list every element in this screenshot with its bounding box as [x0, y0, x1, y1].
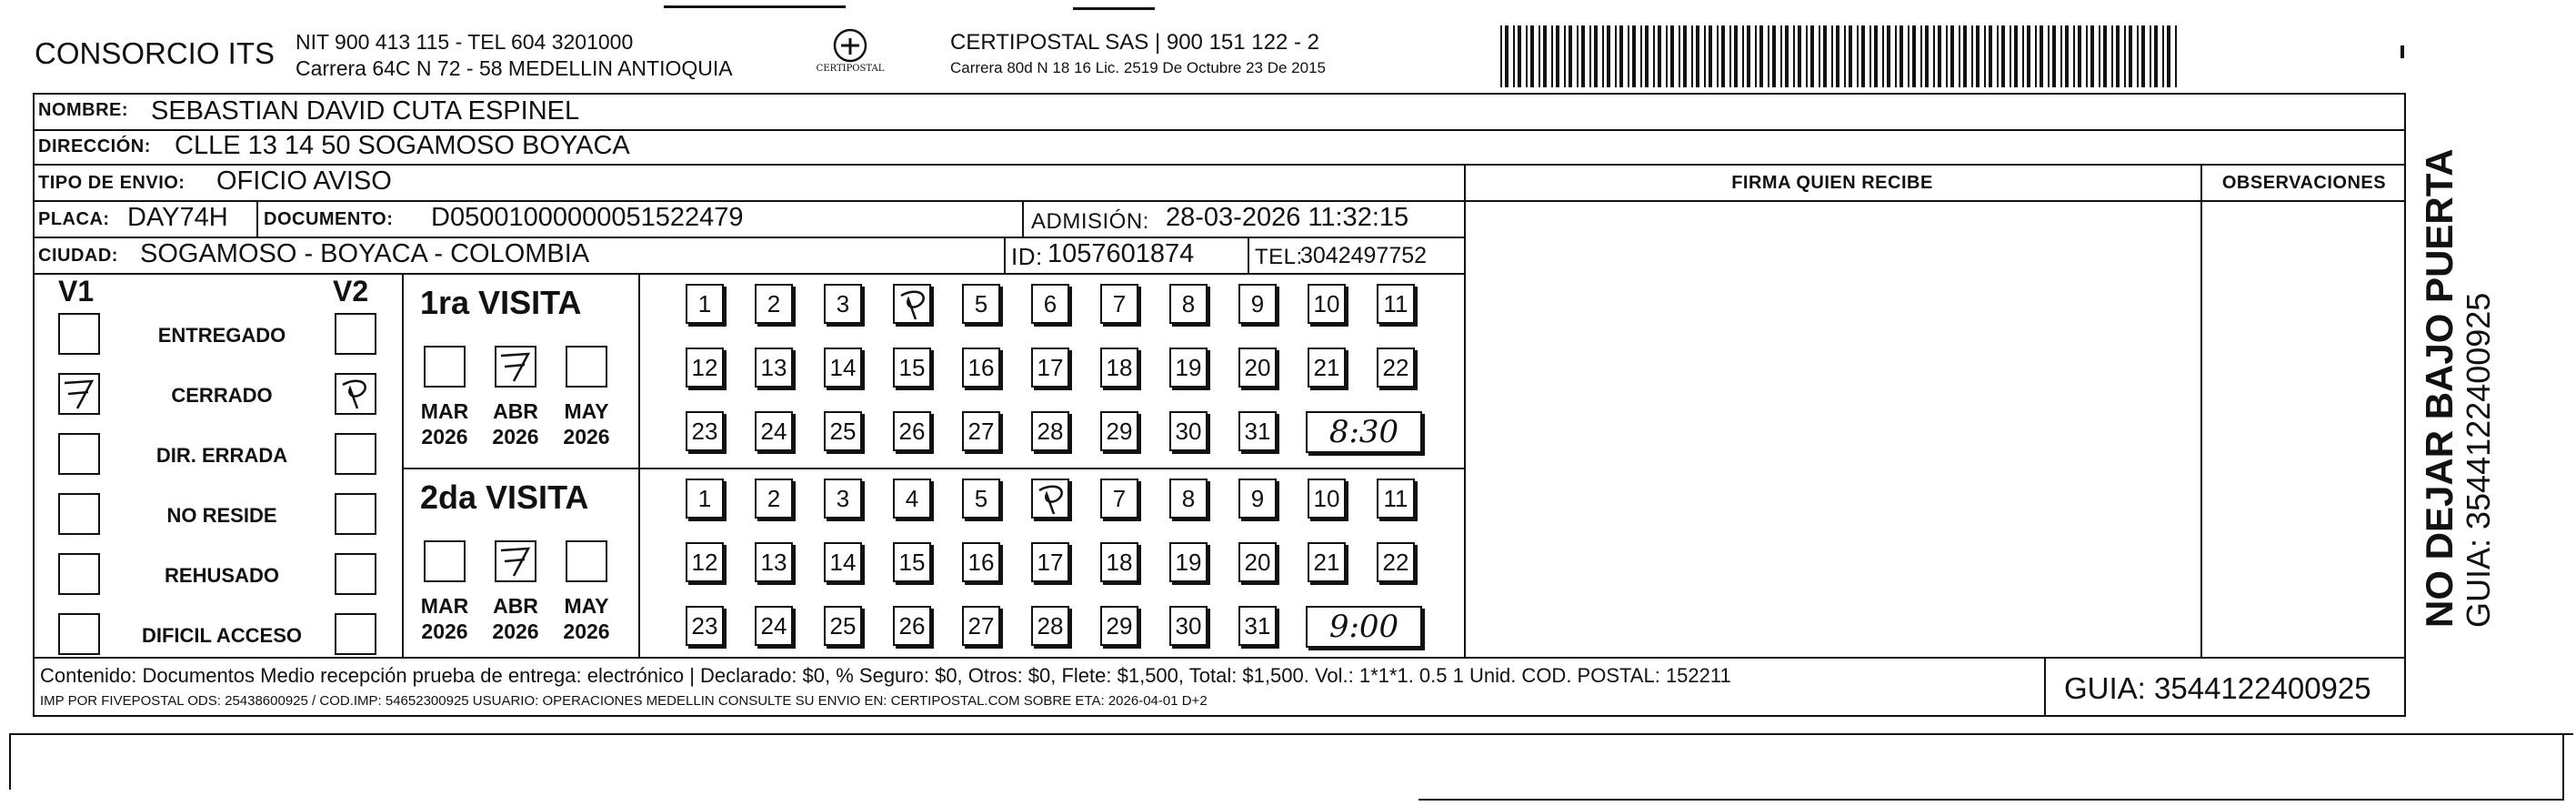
visit-title: 2da VISITA — [420, 479, 589, 516]
v2-checkbox[interactable] — [335, 493, 376, 535]
day-box[interactable]: 22 — [1377, 348, 1415, 388]
day-box[interactable]: 28 — [1031, 606, 1069, 646]
outer-line — [1418, 799, 2564, 801]
day-box[interactable]: 4 — [893, 479, 931, 519]
month-checkbox[interactable] — [495, 346, 536, 388]
col-line — [1022, 200, 1024, 237]
admision-value: 28-03-2026 11:32:15 — [1166, 203, 1409, 232]
day-box[interactable]: 9 — [1238, 479, 1277, 519]
v1-checkbox[interactable] — [58, 613, 100, 655]
v1-checkbox[interactable] — [58, 493, 100, 535]
visit-time[interactable]: 8:30 — [1306, 411, 1422, 453]
month-name: MAR — [420, 594, 469, 618]
ciudad-label: CIUDAD: — [38, 246, 118, 266]
day-box[interactable]: 24 — [755, 411, 793, 451]
day-box[interactable]: 27 — [962, 606, 1000, 646]
direccion-label: DIRECCIÓN: — [38, 136, 151, 156]
col-line — [2200, 164, 2202, 657]
company-name: CONSORCIO ITS — [35, 36, 276, 70]
month-checkbox[interactable] — [424, 346, 466, 388]
day-box[interactable]: 18 — [1100, 542, 1138, 582]
month-name: MAY — [564, 594, 609, 618]
col-line — [638, 273, 640, 657]
col-line — [1248, 237, 1249, 273]
handwritten-check-icon — [61, 376, 97, 412]
day-box[interactable]: 26 — [893, 606, 931, 646]
day-box[interactable]: 13 — [755, 542, 793, 582]
day-box[interactable]: 31 — [1238, 606, 1277, 646]
day-box[interactable]: 8 — [1169, 284, 1208, 324]
certipostal-logo — [816, 25, 885, 80]
v2-checkbox[interactable] — [335, 433, 376, 475]
day-box[interactable]: 10 — [1308, 479, 1346, 519]
observaciones-header: OBSERVACIONES — [2221, 173, 2387, 193]
day-box[interactable]: 3 — [824, 479, 862, 519]
month-label — [553, 593, 620, 644]
nombre-label: NOMBRE: — [38, 100, 129, 120]
company-address: Carrera 64C N 72 - 58 MEDELLIN ANTIOQUIA — [296, 56, 733, 80]
day-box[interactable]: 16 — [962, 542, 1000, 582]
v2-checkbox[interactable] — [335, 313, 376, 355]
v1-header: V1 — [58, 275, 95, 307]
direccion-value: CLLE 13 14 50 SOGAMOSO BOYACA — [175, 131, 630, 160]
outer-line — [9, 733, 11, 790]
day-box[interactable]: 22 — [1377, 542, 1415, 582]
company-nit: NIT 900 413 115 - TEL 604 3201000 — [296, 30, 634, 54]
imp-text: IMP POR FIVEPOSTAL ODS: 25438600925 / COD.IMP: 54652300925 USUARIO: OPERACIONES MEDELLIN CONSULTE SU ENVIO EN: CERTIPOSTAL.COM SOBRE ETA: 2026-04-01 D+2 — [40, 693, 1208, 709]
day-box[interactable]: 5 — [962, 479, 1000, 519]
footer-guia: GUIA: 3544122400925 — [2064, 671, 2371, 705]
day-box[interactable]: 21 — [1308, 348, 1346, 388]
outer-line — [9, 733, 2573, 735]
placa-value: DAY74H — [127, 203, 228, 232]
tipo-label: TIPO DE ENVIO: — [38, 173, 185, 193]
handwritten-check-icon — [497, 348, 534, 385]
month-label — [411, 398, 478, 449]
day-box[interactable]: 11 — [1377, 284, 1415, 324]
day-box[interactable]: 31 — [1238, 411, 1277, 451]
id-label: ID: — [1011, 243, 1043, 270]
day-box[interactable]: 5 — [962, 284, 1000, 324]
day-box[interactable]: 18 — [1100, 348, 1138, 388]
contenido-text: Contenido: Documentos Medio recepción prueba de entrega: electrónico | Declarado: $0, % Seguro: $0, Otros: $0, Flete: $1,500, Total: $1,500. Vol.: 1*1*1. 0.5 1 Unid. COD. POSTAL: 152211 — [40, 664, 1731, 687]
month-year: 2026 — [563, 425, 610, 448]
month-year: 2026 — [492, 425, 539, 448]
top-edge-mark — [664, 5, 846, 8]
day-box[interactable]: 12 — [686, 542, 724, 582]
handwritten-check-icon — [1034, 481, 1070, 518]
tel-value: 3042497752 — [1300, 243, 1428, 268]
row-line — [33, 657, 2406, 659]
day-box[interactable]: 12 — [686, 348, 724, 388]
side-text — [2419, 148, 2497, 628]
day-box[interactable]: 7 — [1100, 284, 1138, 324]
top-edge-mark — [1073, 7, 1155, 10]
day-box[interactable]: 28 — [1031, 411, 1069, 451]
day-box[interactable]: 27 — [962, 411, 1000, 451]
documento-label: DOCUMENTO: — [264, 209, 394, 229]
side-guia: GUIA: 3544122400925 — [2460, 292, 2497, 628]
day-box[interactable]: 30 — [1169, 606, 1208, 646]
day-box[interactable]: 1 — [686, 284, 724, 324]
row-line — [402, 468, 1464, 469]
month-checkbox[interactable] — [495, 540, 536, 582]
v2-checkbox[interactable] — [335, 613, 376, 655]
month-year: 2026 — [563, 620, 610, 643]
status-label: ENTREGADO — [157, 324, 286, 347]
month-label — [482, 593, 549, 644]
month-name: ABR — [493, 594, 538, 618]
row-line — [1464, 200, 2406, 202]
col-line — [402, 273, 404, 657]
handwritten-check-icon — [337, 376, 374, 412]
side-no-dejar: NO DEJAR BAJO PUERTA — [2418, 148, 2461, 628]
day-box[interactable]: 29 — [1100, 606, 1138, 646]
v1-checkbox[interactable] — [58, 433, 100, 475]
status-label: CERRADO — [171, 384, 273, 407]
v1-checkbox[interactable] — [58, 553, 100, 595]
day-box[interactable]: 9 — [1238, 284, 1277, 324]
day-box[interactable]: 23 — [686, 606, 724, 646]
day-box[interactable]: 2 — [755, 479, 793, 519]
nombre-value: SEBASTIAN DAVID CUTA ESPINEL — [151, 96, 580, 126]
tel-label: TEL: — [1255, 245, 1303, 269]
day-box[interactable]: 6 — [1031, 284, 1069, 324]
status-label: REHUSADO — [165, 564, 279, 587]
day-box[interactable]: 3 — [824, 284, 862, 324]
day-box[interactable]: 29 — [1100, 411, 1138, 451]
documento-value: D05001000000051522479 — [431, 203, 744, 232]
day-box[interactable]: 19 — [1169, 348, 1208, 388]
day-box[interactable]: 7 — [1100, 479, 1138, 519]
day-box[interactable]: 23 — [686, 411, 724, 451]
day-box[interactable]: 24 — [755, 606, 793, 646]
outer-line — [2562, 733, 2564, 799]
v2-header: V2 — [333, 275, 369, 307]
firma-header: FIRMA QUIEN RECIBE — [1731, 173, 1933, 193]
status-label: DIR. ERRADA — [155, 444, 288, 467]
placa-label: PLACA: — [38, 209, 110, 229]
handwritten-check-icon — [896, 287, 932, 323]
visit-time[interactable]: 9:00 — [1306, 606, 1422, 648]
row-line — [33, 273, 1464, 275]
day-box[interactable]: 15 — [893, 542, 931, 582]
v2-checkbox[interactable] — [335, 553, 376, 595]
month-year: 2026 — [421, 425, 468, 448]
month-name: ABR — [493, 399, 538, 423]
day-box[interactable]: 20 — [1238, 542, 1277, 582]
day-box[interactable]: 14 — [824, 348, 862, 388]
day-box[interactable]: 2 — [755, 284, 793, 324]
day-box[interactable]: 20 — [1238, 348, 1277, 388]
v1-checkbox[interactable] — [58, 373, 100, 415]
month-label — [553, 398, 620, 449]
row-line — [33, 200, 1464, 202]
logo-text: CERTIPOSTAL — [816, 64, 885, 74]
row-line — [33, 164, 2406, 166]
day-box[interactable]: 8 — [1169, 479, 1208, 519]
day-box[interactable]: 13 — [755, 348, 793, 388]
v2-checkbox[interactable] — [335, 373, 376, 415]
day-box[interactable]: 16 — [962, 348, 1000, 388]
day-box[interactable]: 26 — [893, 411, 931, 451]
month-name: MAY — [564, 399, 609, 423]
month-checkbox[interactable] — [566, 346, 607, 388]
day-box[interactable]: 15 — [893, 348, 931, 388]
id-value: 1057601874 — [1047, 239, 1195, 268]
day-box[interactable]: 21 — [1308, 542, 1346, 582]
barcode — [1500, 25, 2182, 87]
admision-label: ADMISIÓN: — [1031, 209, 1149, 234]
day-box[interactable] — [893, 284, 931, 324]
day-box[interactable] — [1031, 479, 1069, 519]
day-box[interactable]: 1 — [686, 479, 724, 519]
day-box[interactable]: 17 — [1031, 348, 1069, 388]
month-year: 2026 — [492, 620, 539, 643]
ciudad-value: SOGAMOSO - BOYACA - COLOMBIA — [140, 239, 590, 268]
status-label: NO RESIDE — [166, 504, 277, 527]
col-line — [1004, 237, 1006, 273]
month-checkbox[interactable] — [566, 540, 607, 582]
month-label — [411, 593, 478, 644]
month-label — [482, 398, 549, 449]
col-line — [1464, 164, 1466, 657]
corner-mark — [2401, 45, 2404, 58]
month-checkbox[interactable] — [424, 540, 466, 582]
col-line — [256, 200, 258, 237]
status-label: DIFICIL ACCESO — [141, 624, 302, 647]
day-box[interactable]: 17 — [1031, 542, 1069, 582]
day-box[interactable]: 30 — [1169, 411, 1208, 451]
tipo-value: OFICIO AVISO — [216, 166, 392, 196]
day-box[interactable]: 14 — [824, 542, 862, 582]
col-line — [2044, 657, 2046, 717]
day-box[interactable]: 10 — [1308, 284, 1346, 324]
carrier-address: Carrera 80d N 18 16 Lic. 2519 De Octubre 23 De 2015 — [950, 59, 1326, 76]
month-year: 2026 — [421, 620, 468, 643]
barcode-bars — [1500, 25, 2182, 87]
day-box[interactable]: 11 — [1377, 479, 1415, 519]
month-name: MAR — [420, 399, 469, 423]
day-box[interactable]: 25 — [824, 606, 862, 646]
day-box[interactable]: 19 — [1169, 542, 1208, 582]
handwritten-check-icon — [497, 543, 534, 579]
carrier-name: CERTIPOSTAL SAS | 900 151 122 - 2 — [950, 30, 1319, 55]
day-box[interactable]: 25 — [824, 411, 862, 451]
v1-checkbox[interactable] — [58, 313, 100, 355]
visit-title: 1ra VISITA — [420, 284, 582, 321]
